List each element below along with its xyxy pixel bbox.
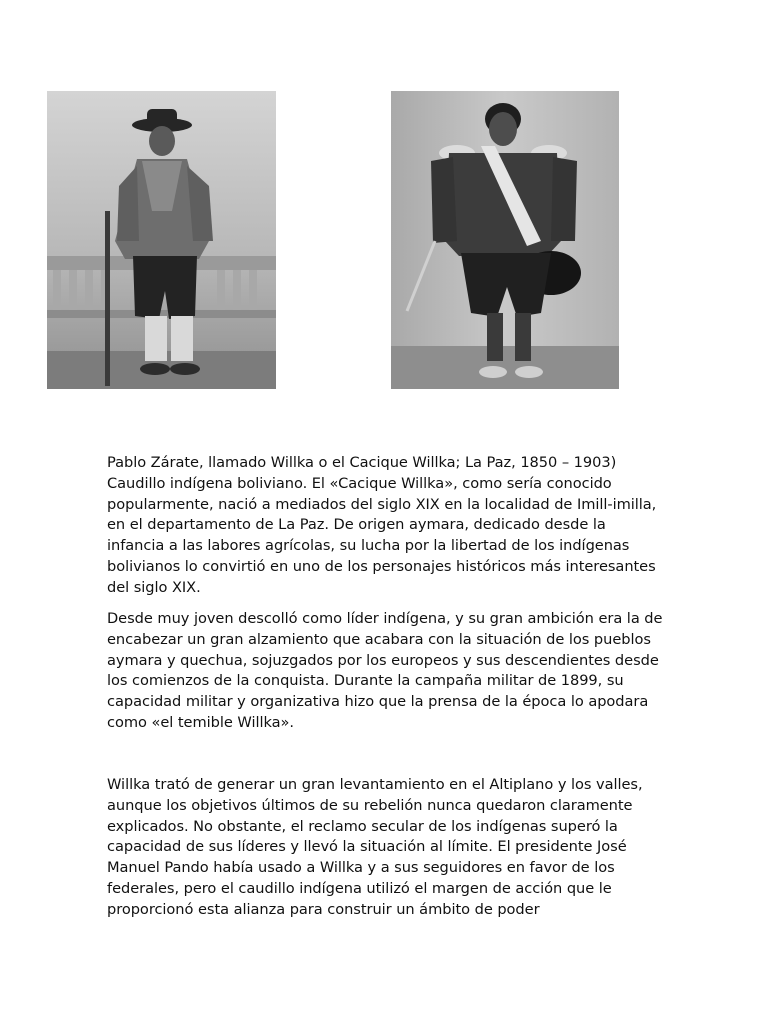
- paragraph-text: Desde muy joven descolló como líder indígena, y su gran ambición era la de encabezar un gran alzamiento que acabara con la situación de los pueblos aymara y quechua, sojuzgados por los europeos y sus descendientes desde los comienzos de la conquista. Durante la campaña militar de 1899, su capacidad militar y organizativa hizo que la prensa de la época lo apodara como «el temible Willka».: [107, 610, 663, 731]
- paragraph-text: Pablo Zárate, llamado Willka o el Cacique Willka; La Paz, 1850 – 1903) Caudillo indígena boliviano. El «Cacique Willka», como sería conocido popularmente, nació a mediados del siglo XIX en la localidad de Imill-imilla, en el departamento de La Paz. De origen aymara, dedicado desde la infancia a las labores agrícolas, su lucha por la libertad de los indígenas bolivianos lo convirtió en uno de los personajes históricos más interesantes del siglo XIX.: [107, 454, 657, 596]
- portrait-man-in-uniform-icon: [391, 91, 619, 389]
- portrait-photo-left: [47, 91, 276, 389]
- paragraph-1: [107, 453, 667, 599]
- paragraph-text: Willka trató de generar un gran levantamiento en el Altiplano y los valles, aunque los objetivos últimos de su rebelión nunca quedaron claramente explicados. No obstante, el reclamo secular de los indígenas superó la capacidad de sus líderes y llevó la situación al límite. El presidente José Manuel Pando había usado a Willka y a sus seguidores en favor de los federales, pero el caudillo indígena utilizó el margen de acción que le proporcionó esta alianza para construir un ámbito de poder: [107, 776, 643, 918]
- portrait-photo-right: [391, 91, 619, 389]
- paragraph-2: [107, 609, 667, 734]
- portrait-man-with-hat-icon: [47, 91, 276, 389]
- paragraph-3: [107, 775, 667, 921]
